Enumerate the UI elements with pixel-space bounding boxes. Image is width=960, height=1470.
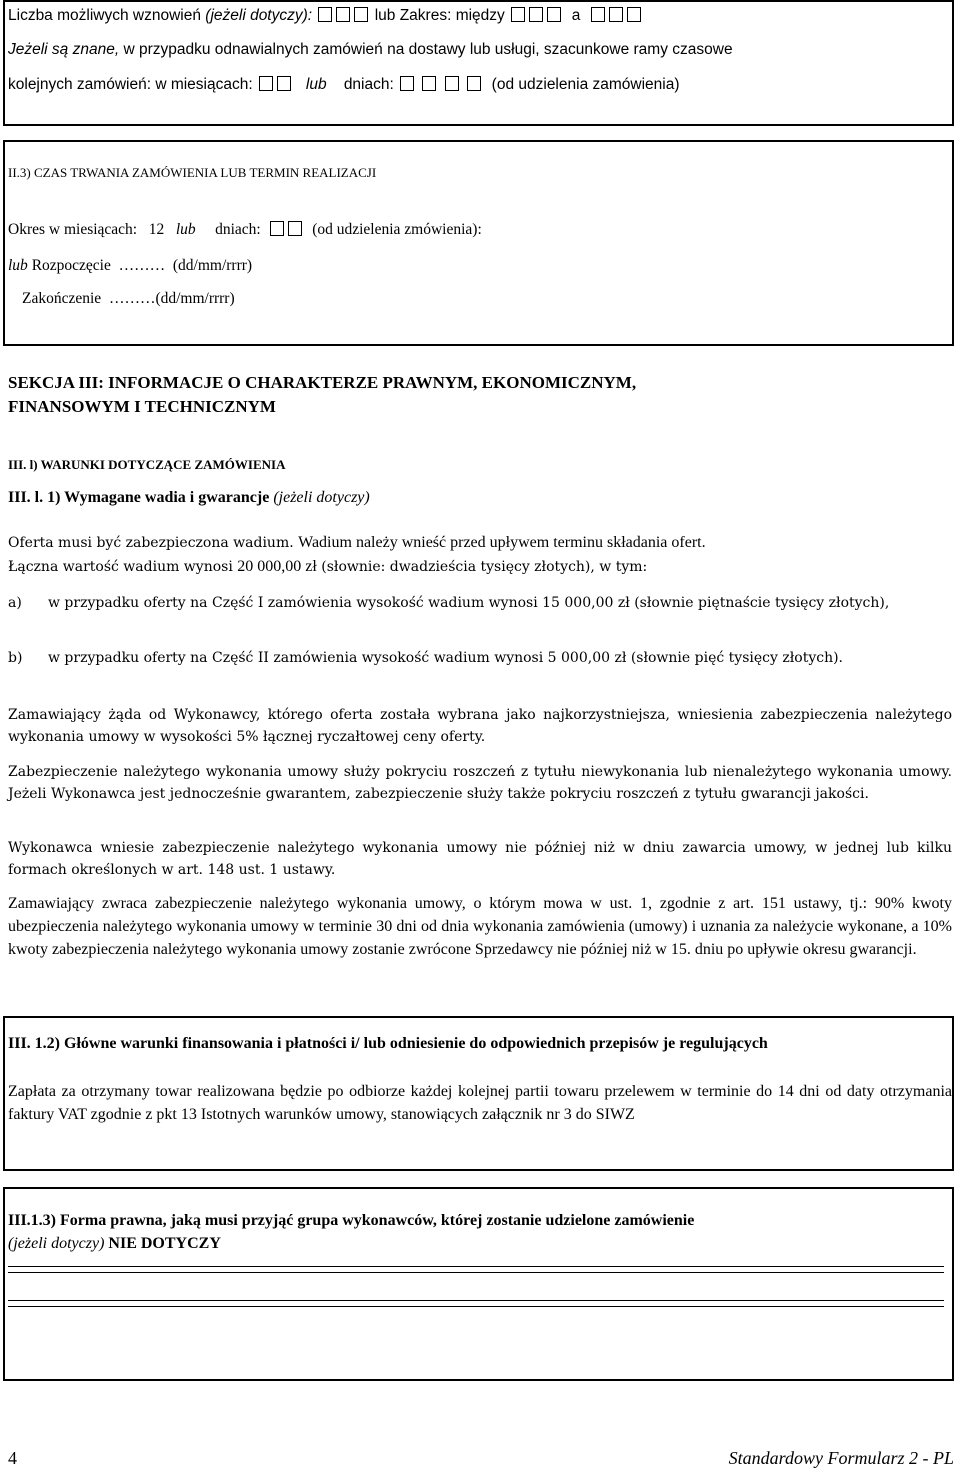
subsection-title: III.1.3) Forma prawna, jaką musi przyjąć grupa wykonawców, której zostanie udzielone zamówienie — [8, 1212, 695, 1229]
checkbox[interactable] — [259, 76, 273, 91]
end-line: Zakończenie ………(dd/mm/rrrr) — [22, 290, 235, 307]
paragraph: Zamawiający zwraca zabezpieczenie należytego wykonania umowy, o którym mowa w ust. 1, zgodnie z art. 151 ustawy, tj.: 90% kwoty ubezpieczenia należytego wykonania umowy w terminie 30 dni od dnia wykonania zamówienia (umowy) i uznania za należycie wykonane, a 10% kwoty zabezpieczenia należytego wykonania umowy zostanie zwrócone Sprzedawcy nie później niż w 15. dniu po upływie okresu gwarancji. — [8, 895, 952, 958]
list-item: a) w przypadku oferty na Część I zamówienia wysokość wadium wynosi 15 000,00 zł (słownie piętnaście tysięcy złotych), — [8, 595, 890, 611]
renewals-label: Liczba możliwych wznowień — [8, 7, 201, 24]
section-title: SEKCJA III: INFORMACJE O CHARAKTERZE PRAWNYM, EKONOMICZNYM, — [8, 373, 637, 392]
paragraph: Wykonawca wniesie zabezpieczenie należytego wykonania umowy nie później niż w dniu zawarcia umowy, w jednej lub kilku formach określonych w art. 148 ust. 1 ustawy. — [8, 840, 952, 878]
section-title: II.3) CZAS TRWANIA ZAMÓWIENIA LUB TERMIN REALIZACJI — [8, 165, 377, 180]
checkbox[interactable] — [609, 7, 623, 22]
paragraph: Oferta musi być zabezpieczona wadium. Wadium należy wnieść przed upływem terminu składania ofert. — [8, 534, 706, 551]
paragraph: Zapłata za otrzymany towar realizowana będzie po odbiorze każdej kolejnej partii towaru przelewem w terminie do 14 dni od daty otrzymania faktury VAT zgodnie z pkt 13 Istotnych warunków umowy, stanowiących załącznik nr 3 do SIWZ — [8, 1083, 952, 1123]
period-line: Okres w miesiącach: 12 lub dniach: (od udzielenia zmówienia): — [8, 221, 482, 238]
section-title: FINANSOWYM I TECHNICZNYM — [8, 397, 276, 416]
renewals-line: Liczba możliwych wznowień (jeżeli dotyczy): lub Zakres: między a — [8, 6, 643, 26]
checkbox[interactable] — [445, 76, 459, 91]
paragraph: Łączna wartość wadium wynosi 20 000,00 zł (słownie: dwadzieścia tysięcy złotych), w tym: — [8, 558, 648, 575]
checkbox[interactable] — [277, 76, 291, 91]
form-name: Standardowy Formularz 2 - PL — [728, 1448, 954, 1468]
subsection-title: III. 1.2) Główne warunki finansowania i płatności i/ lub odniesienie do odpowiednich przepisów je regulujących — [8, 1035, 768, 1052]
checkbox[interactable] — [270, 221, 284, 236]
paragraph: Zabezpieczenie należytego wykonania umowy służy pokryciu roszczeń z tytułu niewykonania lub nienależytego wykonania umowy. Jeżeli Wykonawca jest jednocześnie gwarantem, zabezpieczenie służy także pokryciu roszczeń z tytułu gwarancji jakości. — [8, 764, 952, 802]
checkbox[interactable] — [467, 76, 481, 91]
checkbox[interactable] — [591, 7, 605, 22]
checkbox[interactable] — [547, 7, 561, 22]
not-applicable-line: (jeżeli dotyczy) NIE DOTYCZY — [8, 1235, 221, 1252]
checkbox[interactable] — [422, 76, 436, 91]
checkbox[interactable] — [400, 76, 414, 91]
checkbox[interactable] — [336, 7, 350, 22]
checkbox[interactable] — [511, 7, 525, 22]
renewal-time-line: Jeżeli są znane, w przypadku odnawialnych zamówień na dostawy lub usługi, szacunkowe ramy czasowe — [8, 41, 733, 58]
start-line: lub Rozpoczęcie ……… (dd/mm/rrrr) — [8, 257, 253, 274]
checkbox[interactable] — [627, 7, 641, 22]
checkbox[interactable] — [529, 7, 543, 22]
page-number: 4 — [8, 1448, 17, 1468]
checkbox[interactable] — [354, 7, 368, 22]
list-item: b) w przypadku oferty na Część II zamówienia wysokość wadium wynosi 5 000,00 zł (słownie pięć tysięcy złotych). — [8, 650, 843, 666]
fill-line[interactable] — [8, 1272, 944, 1273]
checkbox[interactable] — [288, 221, 302, 236]
checkbox[interactable] — [318, 7, 332, 22]
paragraph: Zamawiający żąda od Wykonawcy, którego oferta została wybrana jako najkorzystniejsza, wniesienia zabezpieczenia należytego wykonania umowy w wysokości 5% łącznej ryczałtowej ceny oferty. — [8, 707, 952, 745]
fill-line[interactable] — [8, 1300, 944, 1301]
fill-line[interactable] — [8, 1306, 944, 1307]
subsection-title: III. l. 1) Wymagane wadia i gwarancje (jeżeli dotyczy) — [8, 489, 370, 506]
subsection-title: III. l) WARUNKI DOTYCZĄCE ZAMÓWIENIA — [8, 457, 286, 472]
fill-line[interactable] — [8, 1266, 944, 1267]
renewal-period-line: kolejnych zamówień: w miesiącach: lub dniach: (od udzielenia zamówienia) — [8, 76, 680, 93]
